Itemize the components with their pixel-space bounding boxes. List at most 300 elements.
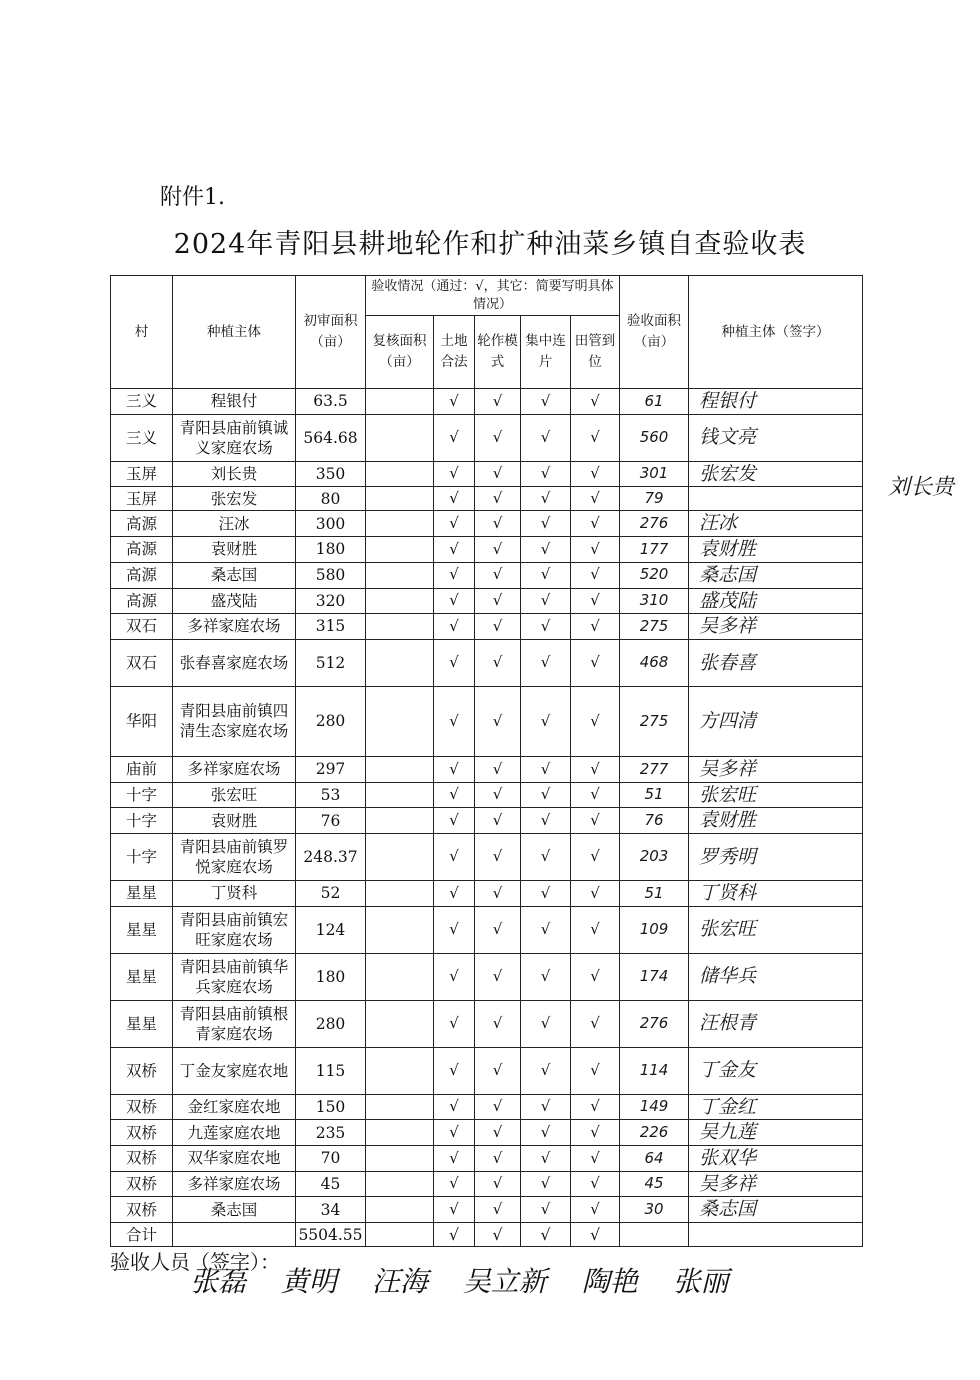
- cell-subject: 程银付: [173, 389, 296, 415]
- cell-field-mgmt: √: [571, 782, 620, 808]
- cell-land-legal: √: [434, 1120, 475, 1146]
- cell-review-area: [366, 588, 434, 614]
- cell-initial-area: 115: [296, 1047, 366, 1094]
- table-row: [111, 1047, 863, 1094]
- cell-initial-area: 180: [296, 537, 366, 563]
- cell-rotation-mode: √: [475, 511, 521, 537]
- total-row: [111, 1223, 863, 1247]
- cell-land-legal: √: [434, 414, 475, 461]
- cell-signature: 钱文亮: [689, 414, 863, 461]
- cell-rotation-mode: √: [475, 414, 521, 461]
- total-review-area: [366, 1223, 434, 1247]
- cell-rotation-mode: √: [475, 808, 521, 834]
- cell-rotation-mode: √: [475, 686, 521, 756]
- cell-initial-area: 52: [296, 880, 366, 906]
- cell-rotation-mode: √: [475, 461, 521, 487]
- cell-review-area: [366, 686, 434, 756]
- cell-field-mgmt: √: [571, 614, 620, 640]
- cell-signature: 罗秀明: [689, 833, 863, 880]
- cell-field-mgmt: √: [571, 1171, 620, 1197]
- cell-initial-area: 320: [296, 588, 366, 614]
- cell-review-area: [366, 833, 434, 880]
- cell-accept-area: 275: [620, 686, 689, 756]
- cell-field-mgmt: √: [571, 756, 620, 782]
- cell-subject: 金红家庭农地: [173, 1094, 296, 1120]
- cell-signature: 桑志国: [689, 562, 863, 588]
- table-row: [111, 1120, 863, 1146]
- inspector-signature: 吴立新: [462, 1265, 547, 1298]
- cell-village: 高源: [111, 588, 173, 614]
- cell-field-mgmt: √: [571, 880, 620, 906]
- cell-review-area: [366, 782, 434, 808]
- cell-village: 星星: [111, 953, 173, 1000]
- table-row: [111, 461, 863, 487]
- table-row: [111, 414, 863, 461]
- cell-review-area: [366, 756, 434, 782]
- table-row: [111, 562, 863, 588]
- total-concentrated: √: [521, 1223, 571, 1247]
- inspector-signature: 张磊: [190, 1265, 247, 1298]
- total-accept-area: [620, 1223, 689, 1247]
- inspector-signature: 汪海: [371, 1265, 428, 1298]
- total-initial-area: 5504.55: [296, 1223, 366, 1247]
- cell-field-mgmt: √: [571, 461, 620, 487]
- cell-field-mgmt: √: [571, 511, 620, 537]
- inspectors-label: 验收人员（签字）：: [110, 1250, 280, 1274]
- table-row: [111, 639, 863, 686]
- table-row: [111, 487, 863, 511]
- overflow-signature: 刘长贵: [888, 475, 955, 500]
- acceptance-table: [110, 275, 863, 1247]
- cell-review-area: [366, 1047, 434, 1094]
- cell-initial-area: 34: [296, 1197, 366, 1223]
- cell-concentrated: √: [521, 614, 571, 640]
- cell-field-mgmt: √: [571, 588, 620, 614]
- cell-initial-area: 564.68: [296, 414, 366, 461]
- inspector-signature: 陶艳: [581, 1265, 638, 1298]
- cell-initial-area: 180: [296, 953, 366, 1000]
- cell-land-legal: √: [434, 782, 475, 808]
- cell-review-area: [366, 1094, 434, 1120]
- header-land-legal: 土地合法: [434, 316, 475, 389]
- cell-village: 高源: [111, 562, 173, 588]
- header-signature: 种植主体（签字）: [689, 276, 863, 389]
- table-row: [111, 511, 863, 537]
- cell-initial-area: 70: [296, 1146, 366, 1172]
- cell-land-legal: √: [434, 1197, 475, 1223]
- table-row: [111, 614, 863, 640]
- cell-signature: 丁金友: [689, 1047, 863, 1094]
- cell-land-legal: √: [434, 1094, 475, 1120]
- header-review-area: 复核面积（亩）: [366, 316, 434, 389]
- cell-signature: 张春喜: [689, 639, 863, 686]
- cell-accept-area: 560: [620, 414, 689, 461]
- cell-rotation-mode: √: [475, 1000, 521, 1047]
- cell-field-mgmt: √: [571, 953, 620, 1000]
- cell-rotation-mode: √: [475, 880, 521, 906]
- cell-field-mgmt: √: [571, 686, 620, 756]
- cell-village: 玉屏: [111, 461, 173, 487]
- cell-concentrated: √: [521, 1171, 571, 1197]
- cell-initial-area: 248.37: [296, 833, 366, 880]
- cell-concentrated: √: [521, 833, 571, 880]
- cell-signature: 桑志国: [689, 1197, 863, 1223]
- cell-accept-area: 45: [620, 1171, 689, 1197]
- cell-accept-area: 61: [620, 389, 689, 415]
- cell-review-area: [366, 487, 434, 511]
- cell-land-legal: √: [434, 833, 475, 880]
- cell-field-mgmt: √: [571, 1146, 620, 1172]
- cell-concentrated: √: [521, 782, 571, 808]
- cell-rotation-mode: √: [475, 1120, 521, 1146]
- cell-signature: 吴多祥: [689, 1171, 863, 1197]
- cell-signature: 丁贤科: [689, 880, 863, 906]
- cell-review-area: [366, 906, 434, 953]
- cell-signature: 盛茂陆: [689, 588, 863, 614]
- header-initial-area: 初审面积（亩）: [296, 276, 366, 389]
- cell-accept-area: 520: [620, 562, 689, 588]
- cell-rotation-mode: √: [475, 1094, 521, 1120]
- table-row: [111, 537, 863, 563]
- cell-subject: 袁财胜: [173, 808, 296, 834]
- cell-field-mgmt: √: [571, 1047, 620, 1094]
- cell-review-area: [366, 511, 434, 537]
- cell-review-area: [366, 639, 434, 686]
- cell-land-legal: √: [434, 906, 475, 953]
- cell-subject: 青阳县庙前镇宏旺家庭农场: [173, 906, 296, 953]
- cell-accept-area: 79: [620, 487, 689, 511]
- cell-signature: 吴九莲: [689, 1120, 863, 1146]
- cell-review-area: [366, 1171, 434, 1197]
- header-concentrated: 集中连片: [521, 316, 571, 389]
- table-row: [111, 686, 863, 756]
- cell-rotation-mode: √: [475, 1047, 521, 1094]
- cell-accept-area: 275: [620, 614, 689, 640]
- total-label: 合计: [111, 1223, 173, 1247]
- cell-review-area: [366, 461, 434, 487]
- cell-rotation-mode: √: [475, 782, 521, 808]
- inspector-signature: 黄明: [280, 1265, 337, 1298]
- table-row: [111, 1171, 863, 1197]
- cell-review-area: [366, 1146, 434, 1172]
- cell-field-mgmt: √: [571, 562, 620, 588]
- header-accept-area: 验收面积（亩）: [620, 276, 689, 389]
- table-row: [111, 1094, 863, 1120]
- cell-accept-area: 177: [620, 537, 689, 563]
- cell-signature: 汪根青: [689, 1000, 863, 1047]
- cell-field-mgmt: √: [571, 389, 620, 415]
- cell-village: 双桥: [111, 1146, 173, 1172]
- cell-initial-area: 63.5: [296, 389, 366, 415]
- cell-subject: 汪冰: [173, 511, 296, 537]
- table-row: [111, 833, 863, 880]
- cell-village: 十字: [111, 833, 173, 880]
- cell-initial-area: 297: [296, 756, 366, 782]
- cell-village: 双桥: [111, 1197, 173, 1223]
- cell-field-mgmt: √: [571, 1197, 620, 1223]
- cell-land-legal: √: [434, 1047, 475, 1094]
- cell-concentrated: √: [521, 880, 571, 906]
- cell-concentrated: √: [521, 639, 571, 686]
- cell-rotation-mode: √: [475, 1197, 521, 1223]
- table-row: [111, 782, 863, 808]
- header-field-mgmt: 田管到位: [571, 316, 620, 389]
- cell-subject: 青阳县庙前镇诚义家庭农场: [173, 414, 296, 461]
- cell-accept-area: 30: [620, 1197, 689, 1223]
- cell-rotation-mode: √: [475, 1171, 521, 1197]
- cell-rotation-mode: √: [475, 588, 521, 614]
- cell-concentrated: √: [521, 1146, 571, 1172]
- cell-accept-area: 51: [620, 880, 689, 906]
- cell-subject: 丁金友家庭农地: [173, 1047, 296, 1094]
- cell-accept-area: 310: [620, 588, 689, 614]
- cell-subject: 桑志国: [173, 1197, 296, 1223]
- cell-rotation-mode: √: [475, 614, 521, 640]
- cell-accept-area: 149: [620, 1094, 689, 1120]
- cell-concentrated: √: [521, 808, 571, 834]
- cell-accept-area: 276: [620, 1000, 689, 1047]
- cell-signature: 程银付: [689, 389, 863, 415]
- cell-signature: [689, 487, 863, 511]
- cell-concentrated: √: [521, 953, 571, 1000]
- cell-village: 玉屏: [111, 487, 173, 511]
- cell-village: 十字: [111, 808, 173, 834]
- cell-concentrated: √: [521, 511, 571, 537]
- cell-initial-area: 580: [296, 562, 366, 588]
- cell-initial-area: 150: [296, 1094, 366, 1120]
- cell-concentrated: √: [521, 461, 571, 487]
- cell-land-legal: √: [434, 686, 475, 756]
- cell-review-area: [366, 1000, 434, 1047]
- cell-rotation-mode: √: [475, 906, 521, 953]
- table-row: [111, 880, 863, 906]
- cell-village: 双桥: [111, 1047, 173, 1094]
- cell-concentrated: √: [521, 1000, 571, 1047]
- cell-review-area: [366, 808, 434, 834]
- cell-accept-area: 226: [620, 1120, 689, 1146]
- cell-land-legal: √: [434, 880, 475, 906]
- cell-accept-area: 114: [620, 1047, 689, 1094]
- cell-field-mgmt: √: [571, 1120, 620, 1146]
- total-rotation-mode: √: [475, 1223, 521, 1247]
- cell-land-legal: √: [434, 1171, 475, 1197]
- cell-subject: 九莲家庭农地: [173, 1120, 296, 1146]
- cell-signature: 张双华: [689, 1146, 863, 1172]
- cell-land-legal: √: [434, 389, 475, 415]
- cell-concentrated: √: [521, 588, 571, 614]
- cell-concentrated: √: [521, 537, 571, 563]
- page-title: 2024年青阳县耕地轮作和扩种油菜乡镇自查验收表: [173, 229, 807, 260]
- cell-subject: 袁财胜: [173, 537, 296, 563]
- table-row: [111, 756, 863, 782]
- cell-concentrated: √: [521, 562, 571, 588]
- cell-initial-area: 80: [296, 487, 366, 511]
- cell-accept-area: 301: [620, 461, 689, 487]
- header-rotation-mode: 轮作模式: [475, 316, 521, 389]
- table-row: [111, 953, 863, 1000]
- cell-field-mgmt: √: [571, 808, 620, 834]
- cell-signature: 吴多祥: [689, 756, 863, 782]
- cell-signature: 袁财胜: [689, 537, 863, 563]
- cell-land-legal: √: [434, 614, 475, 640]
- cell-village: 星星: [111, 880, 173, 906]
- cell-initial-area: 124: [296, 906, 366, 953]
- cell-initial-area: 76: [296, 808, 366, 834]
- cell-village: 十字: [111, 782, 173, 808]
- cell-subject: 青阳县庙前镇华兵家庭农场: [173, 953, 296, 1000]
- cell-rotation-mode: √: [475, 562, 521, 588]
- cell-review-area: [366, 880, 434, 906]
- cell-accept-area: 64: [620, 1146, 689, 1172]
- cell-field-mgmt: √: [571, 639, 620, 686]
- cell-initial-area: 350: [296, 461, 366, 487]
- cell-village: 高源: [111, 511, 173, 537]
- table-row: [111, 808, 863, 834]
- cell-subject: 丁贤科: [173, 880, 296, 906]
- cell-field-mgmt: √: [571, 487, 620, 511]
- cell-initial-area: 53: [296, 782, 366, 808]
- cell-concentrated: √: [521, 1197, 571, 1223]
- cell-subject: 盛茂陆: [173, 588, 296, 614]
- cell-rotation-mode: √: [475, 1146, 521, 1172]
- cell-village: 三义: [111, 389, 173, 415]
- cell-accept-area: 203: [620, 833, 689, 880]
- cell-village: 双桥: [111, 1171, 173, 1197]
- cell-initial-area: 280: [296, 1000, 366, 1047]
- cell-review-area: [366, 414, 434, 461]
- cell-village: 双石: [111, 614, 173, 640]
- table-row: [111, 1146, 863, 1172]
- cell-village: 双石: [111, 639, 173, 686]
- cell-concentrated: √: [521, 414, 571, 461]
- cell-subject: 青阳县庙前镇根青家庭农场: [173, 1000, 296, 1047]
- cell-concentrated: √: [521, 906, 571, 953]
- cell-field-mgmt: √: [571, 414, 620, 461]
- table-row: [111, 389, 863, 415]
- cell-review-area: [366, 389, 434, 415]
- cell-land-legal: √: [434, 1000, 475, 1047]
- cell-subject: 张宏旺: [173, 782, 296, 808]
- cell-subject: 刘长贵: [173, 461, 296, 487]
- cell-initial-area: 235: [296, 1120, 366, 1146]
- cell-village: 三义: [111, 414, 173, 461]
- cell-subject: 张宏发: [173, 487, 296, 511]
- cell-initial-area: 512: [296, 639, 366, 686]
- cell-land-legal: √: [434, 588, 475, 614]
- table-row: [111, 588, 863, 614]
- cell-signature: 储华兵: [689, 953, 863, 1000]
- cell-concentrated: √: [521, 756, 571, 782]
- cell-subject: 多祥家庭农场: [173, 756, 296, 782]
- cell-field-mgmt: √: [571, 906, 620, 953]
- cell-land-legal: √: [434, 487, 475, 511]
- total-signature: [689, 1223, 863, 1247]
- cell-village: 华阳: [111, 686, 173, 756]
- table-row: [111, 1197, 863, 1223]
- cell-rotation-mode: √: [475, 639, 521, 686]
- cell-village: 双桥: [111, 1120, 173, 1146]
- cell-review-area: [366, 537, 434, 563]
- cell-accept-area: 174: [620, 953, 689, 1000]
- cell-subject: 多祥家庭农场: [173, 614, 296, 640]
- header-village: 村: [111, 276, 173, 389]
- cell-rotation-mode: √: [475, 487, 521, 511]
- table-row: [111, 1000, 863, 1047]
- cell-signature: 丁金红: [689, 1094, 863, 1120]
- cell-accept-area: 76: [620, 808, 689, 834]
- cell-rotation-mode: √: [475, 833, 521, 880]
- cell-initial-area: 45: [296, 1171, 366, 1197]
- header-check-group: 验收情况（通过：√，其它：简要写明具体情况）: [366, 276, 620, 316]
- inspector-signature: 张丽: [672, 1265, 729, 1298]
- cell-subject: 青阳县庙前镇罗悦家庭农场: [173, 833, 296, 880]
- cell-land-legal: √: [434, 537, 475, 563]
- cell-subject: 青阳县庙前镇四清生态家庭农场: [173, 686, 296, 756]
- cell-land-legal: √: [434, 756, 475, 782]
- cell-review-area: [366, 614, 434, 640]
- cell-subject: 桑志国: [173, 562, 296, 588]
- cell-village: 双桥: [111, 1094, 173, 1120]
- cell-subject: 多祥家庭农场: [173, 1171, 296, 1197]
- cell-land-legal: √: [434, 953, 475, 1000]
- total-field-mgmt: √: [571, 1223, 620, 1247]
- inspector-signatures: [190, 1260, 755, 1300]
- cell-signature: 张宏旺: [689, 906, 863, 953]
- cell-field-mgmt: √: [571, 537, 620, 563]
- cell-review-area: [366, 1120, 434, 1146]
- cell-field-mgmt: √: [571, 1094, 620, 1120]
- cell-land-legal: √: [434, 1146, 475, 1172]
- total-land-legal: √: [434, 1223, 475, 1247]
- cell-land-legal: √: [434, 808, 475, 834]
- cell-concentrated: √: [521, 1094, 571, 1120]
- cell-rotation-mode: √: [475, 953, 521, 1000]
- cell-concentrated: √: [521, 1047, 571, 1094]
- cell-land-legal: √: [434, 511, 475, 537]
- cell-initial-area: 315: [296, 614, 366, 640]
- cell-concentrated: √: [521, 1120, 571, 1146]
- cell-accept-area: 109: [620, 906, 689, 953]
- cell-accept-area: 468: [620, 639, 689, 686]
- cell-subject: 双华家庭农地: [173, 1146, 296, 1172]
- cell-land-legal: √: [434, 639, 475, 686]
- total-subject: [173, 1223, 296, 1247]
- cell-rotation-mode: √: [475, 756, 521, 782]
- cell-review-area: [366, 562, 434, 588]
- cell-accept-area: 277: [620, 756, 689, 782]
- cell-village: 庙前: [111, 756, 173, 782]
- cell-signature: 方四清: [689, 686, 863, 756]
- cell-signature: 张宏发: [689, 461, 863, 487]
- cell-signature: 汪冰: [689, 511, 863, 537]
- cell-concentrated: √: [521, 487, 571, 511]
- cell-land-legal: √: [434, 461, 475, 487]
- cell-signature: 吴多祥: [689, 614, 863, 640]
- cell-accept-area: 276: [620, 511, 689, 537]
- header-subject: 种植主体: [173, 276, 296, 389]
- cell-land-legal: √: [434, 562, 475, 588]
- cell-signature: 张宏旺: [689, 782, 863, 808]
- cell-concentrated: √: [521, 686, 571, 756]
- cell-field-mgmt: √: [571, 1000, 620, 1047]
- cell-village: 星星: [111, 906, 173, 953]
- cell-village: 高源: [111, 537, 173, 563]
- cell-rotation-mode: √: [475, 537, 521, 563]
- cell-village: 星星: [111, 1000, 173, 1047]
- inspectors-section: [110, 1246, 910, 1336]
- table-row: [111, 906, 863, 953]
- cell-review-area: [366, 1197, 434, 1223]
